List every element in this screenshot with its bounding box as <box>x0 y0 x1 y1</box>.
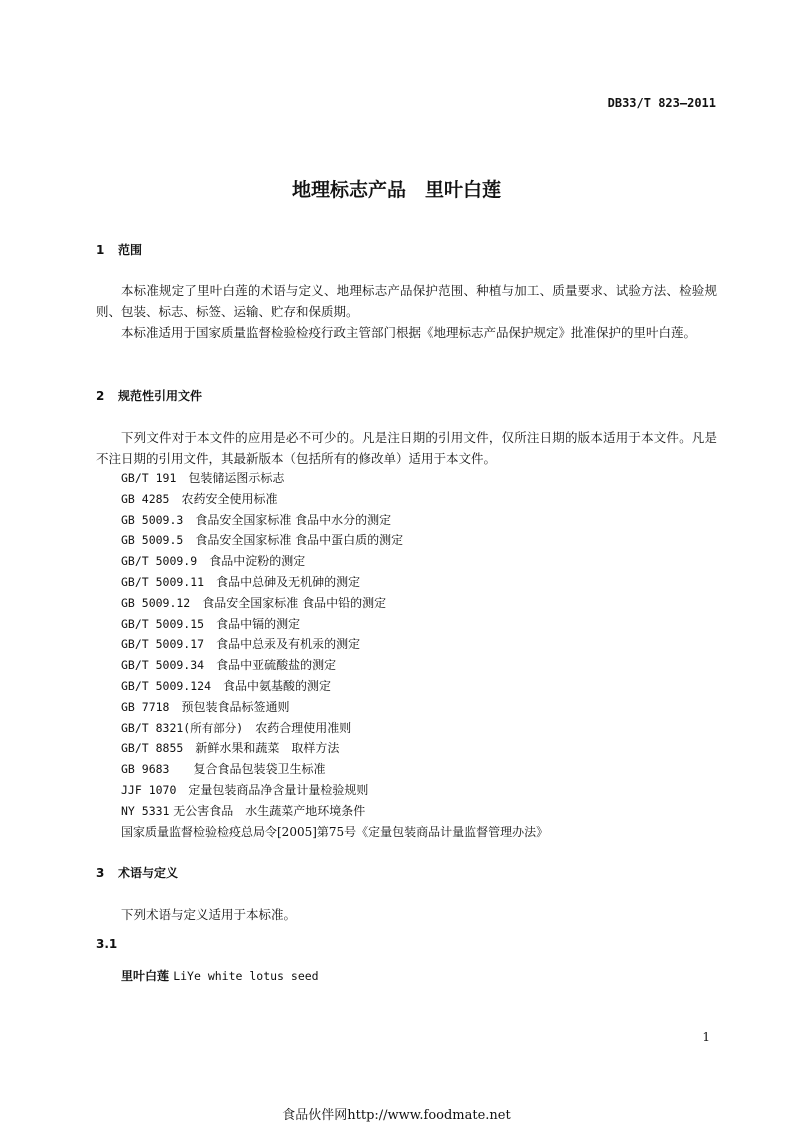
term-entry <box>121 967 319 984</box>
list-item <box>121 489 548 510</box>
reference-code: GB 7718 <box>121 699 170 714</box>
list-item <box>121 697 548 718</box>
reference-code: GB 5009.3 <box>121 512 184 527</box>
paragraph: 下列文件对于本文件的应用是必不可少的。凡是注日期的引用文件，仅所注日期的版本适用于本文件。凡是不注日期的引用文件，其最新版本（包括所有的修改单）适用于本文件。 <box>96 430 717 466</box>
section-1-heading <box>96 241 142 258</box>
section-number: 3 <box>96 866 105 880</box>
page-title: 地理标志产品 里叶白莲 <box>291 179 501 201</box>
reference-code: GB/T 8855 <box>121 741 184 756</box>
section-title: 术语与定义 <box>118 866 179 880</box>
reference-code: GB/T 5009.11 <box>121 574 205 589</box>
reference-title: 食品中总砷及无机砷的测定 <box>216 574 361 589</box>
reference-code: GB/T 191 <box>121 471 177 485</box>
list-item <box>121 634 548 655</box>
reference-code: GB/T 5009.9 <box>121 554 198 569</box>
reference-code: GB 5009.5 <box>121 533 184 548</box>
reference-code: GB/T 5009.124 <box>121 678 212 693</box>
list-item <box>121 510 548 531</box>
reference-title: 定量包装商品净含量计量检验规则 <box>188 782 369 797</box>
reference-title: 食品中淀粉的测定 <box>209 554 306 569</box>
list-item <box>121 551 548 572</box>
footer-watermark: 食品伙伴网http://www.foodmate.net <box>282 1108 511 1123</box>
reference-title: 包装储运图示标志 <box>188 471 285 485</box>
reference-title: 食品中氨基酸的测定 <box>223 678 332 693</box>
reference-code: GB 9683 <box>121 762 170 777</box>
reference-title: 食品中亚硫酸盐的测定 <box>216 658 337 673</box>
section-number: 1 <box>96 243 105 257</box>
list-item <box>121 530 548 551</box>
term-chinese: 里叶白莲 <box>121 969 170 983</box>
reference-list <box>121 468 548 842</box>
section-title: 范围 <box>118 243 143 257</box>
term-english: LiYe white lotus seed <box>173 969 319 983</box>
reference-title: 食品安全国家标准 食品中水分的测定 <box>195 512 392 527</box>
reference-code: GB/T 5009.34 <box>121 658 205 673</box>
section-3-heading <box>96 864 178 881</box>
list-item <box>121 572 548 593</box>
page-number: 1 <box>702 1030 710 1044</box>
paragraph: 本标准适用于国家质量监督检验检疫行政主管部门根据《地理标志产品保护规定》批准保护的里叶白莲。 <box>121 325 697 340</box>
reference-code: GB/T 8321(所有部分) <box>121 720 244 735</box>
section-title: 规范性引用文件 <box>118 389 203 403</box>
reference-title: 食品中镉的测定 <box>216 616 301 631</box>
reference-title: 复合食品包装袋卫生标准 <box>193 762 326 777</box>
reference-code: GB 5009.12 <box>121 595 191 610</box>
list-item <box>121 655 548 676</box>
list-item <box>121 718 548 739</box>
section-2-heading <box>96 387 202 404</box>
reference-code: GB 4285 <box>121 491 170 506</box>
list-item <box>121 759 548 780</box>
reference-title: 食品中总汞及有机汞的测定 <box>216 637 361 652</box>
reference-title: 农药安全使用标准 <box>181 491 278 506</box>
list-item <box>121 676 548 697</box>
reference-title: 食品安全国家标准 食品中铅的测定 <box>202 595 387 610</box>
reference-title: 无公害食品 水生蔬菜产地环境条件 <box>173 803 366 818</box>
document-number: DB33/T 823—2011 <box>607 96 716 110</box>
reference-code: JJF 1070 <box>121 782 177 797</box>
reference-title: 食品安全国家标准 食品中蛋白质的测定 <box>195 533 404 548</box>
list-item <box>121 614 548 635</box>
list-item <box>121 593 548 614</box>
list-item <box>121 801 548 822</box>
reference-code: NY 5331 <box>121 803 170 818</box>
reference-title: 新鲜水果和蔬菜 取样方法 <box>195 741 340 756</box>
list-item <box>121 738 548 759</box>
list-item <box>121 468 548 489</box>
subsection-number: 3.1 <box>96 937 118 951</box>
list-item <box>121 780 548 801</box>
reference-code: GB/T 5009.17 <box>121 637 205 652</box>
paragraph: 下列术语与定义适用于本标准。 <box>121 907 297 922</box>
section-number: 2 <box>96 389 105 403</box>
paragraph: 本标准规定了里叶白莲的术语与定义、地理标志产品保护范围、种植与加工、质量要求、试验方法、检验规则、包装、标志、标签、运输、贮存和保质期。 <box>96 283 717 319</box>
reference-code: GB/T 5009.15 <box>121 616 205 631</box>
reference-title: 农药合理使用准则 <box>255 720 352 735</box>
reference-title: 国家质量监督检验检疫总局令[2005]第75号《定量包装商品计量监督管理办法》 <box>121 824 549 839</box>
reference-title: 预包装食品标签通则 <box>181 699 290 714</box>
list-item <box>121 822 548 843</box>
